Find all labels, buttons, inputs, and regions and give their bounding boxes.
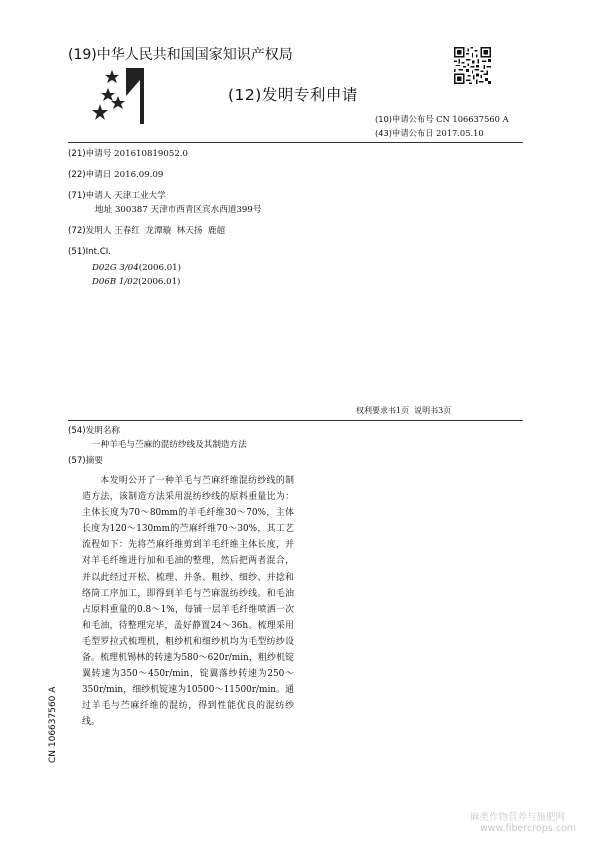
application-date: 2016.09.09 xyxy=(114,170,164,180)
application-number: 201610819052.0 xyxy=(114,149,188,159)
applicant-row xyxy=(68,189,261,203)
publication-number-row xyxy=(375,112,509,126)
ipc-label: (51)Int.CI. xyxy=(68,247,111,257)
publication-date: 2017.05.10 xyxy=(436,128,484,138)
office-name: (19)中华人民共和国国家知识产权局 xyxy=(68,47,293,63)
address-label: 地址 xyxy=(95,205,113,215)
cnipa-emblem-icon xyxy=(92,66,158,124)
applicant: 天津工业大学 xyxy=(114,191,166,201)
inventors: 王春红 龙潭璇 林天扬 鹿超 xyxy=(114,226,226,236)
bibliographic-data xyxy=(68,147,261,289)
application-date-label: (22)申请日 xyxy=(68,170,112,180)
ipc-row xyxy=(68,245,261,259)
side-publication-number xyxy=(44,663,60,763)
application-date-row xyxy=(68,168,261,189)
publication-date-row xyxy=(375,126,509,140)
publication-info xyxy=(375,112,509,140)
ipc-item xyxy=(68,261,261,275)
document-type: (12)发明专利申请 xyxy=(228,86,358,104)
application-number-row xyxy=(68,147,261,168)
abstract-text: 本发明公开了一种羊毛与苎麻纤维混纺纱线的制造方法，该制造方法采用混纺纱线的原料重量比为：主体长度为70～80mm的羊毛纤维30～70%，主体长度为120～130mm的苎麻纤维70～30%，其工艺流程如下：先将苎麻纤维剪到羊毛纤维主体长度，并对羊毛纤维进行加和毛油的整理，然后把两者混合，并以此经过开松、梳理、并条、粗纱、细纱、并捻和络筒工序加工，即得到羊毛与苎麻混纺纱线。和毛油占原料重量的0.8～1%，每铺一层羊毛纤维喷洒一次和毛油，待整理完毕，盖好静置24～36h。梳理采用毛型罗拉式梳理机，粗纱机和细纱机均为毛型纺纱设备。梳理机锡林的转速为580～620r/min，粗纱机锭翼转速为350～450r/min，锭翼落纱转速为250～350r/min，细纱机锭速为10500～11500r/min。通过羊毛与苎麻纤维的混纺，得到性能优良的混纺纱线。 xyxy=(82,476,294,728)
side-publication-number-text: CN 106637560 A xyxy=(48,686,58,763)
ipc-version: (2006.01) xyxy=(138,263,181,273)
ipc-code: D02G 3/04 xyxy=(92,263,139,273)
address: 300387 天津市西青区宾水西道399号 xyxy=(114,205,262,215)
ipc-version: (2006.01) xyxy=(138,277,181,287)
abstract-text-block xyxy=(82,473,294,731)
publication-date-label: (43)申请公布日 xyxy=(375,128,434,138)
header-divider xyxy=(68,142,523,143)
section-divider xyxy=(68,420,523,421)
publication-number-label: (10)申请公布号 xyxy=(375,114,434,124)
abstract-label: (57)摘要 xyxy=(68,456,103,466)
inventors-row xyxy=(68,224,261,245)
address-row xyxy=(68,203,261,224)
application-number-label: (21)申请号 xyxy=(68,149,112,159)
publication-number: CN 106637560 A xyxy=(436,114,509,124)
invention-title-section xyxy=(68,424,247,468)
ipc-code: D06B 1/02 xyxy=(92,277,139,287)
pages-note: 权利要求书1页 说明书3页 xyxy=(356,406,452,415)
applicant-label: (71)申请人 xyxy=(68,191,112,201)
invention-title-label: (54)发明名称 xyxy=(68,426,121,436)
watermark-line-2: www.fibercrops.com xyxy=(480,823,577,834)
qr-code-icon xyxy=(454,47,491,84)
inventors-label: (72)发明人 xyxy=(68,226,112,236)
invention-title: 一种羊毛与苎麻的混纺纱线及其制造方法 xyxy=(92,440,247,450)
ipc-item xyxy=(68,275,261,289)
watermark-line-1: 麻类作物营养与施肥网 xyxy=(470,812,566,823)
